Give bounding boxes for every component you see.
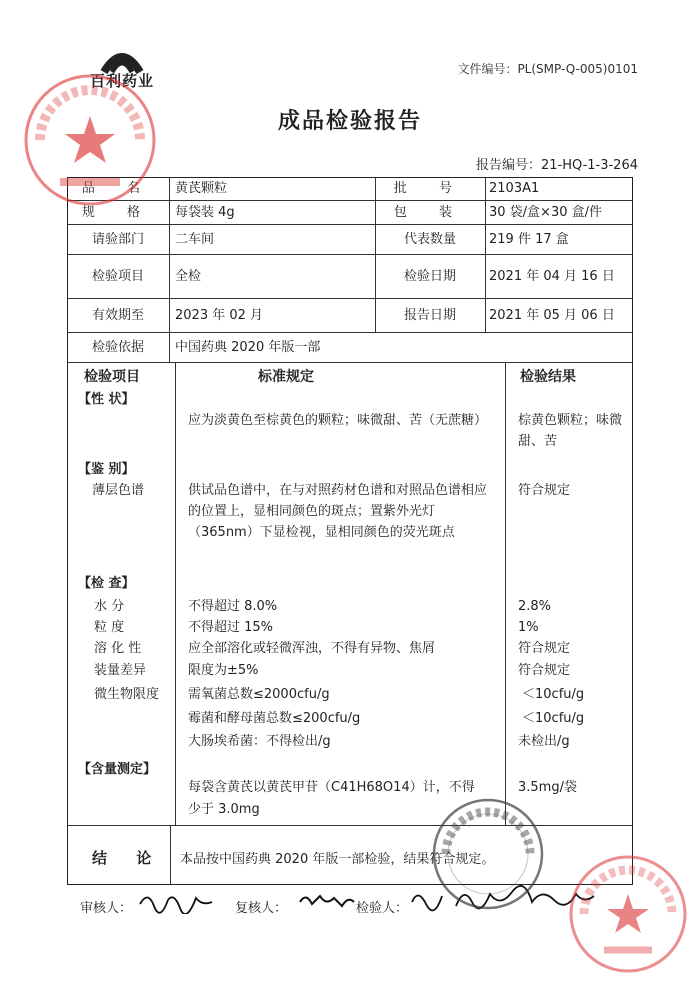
inspection-result: 1% [518, 620, 539, 635]
package-value: 30 袋/盒×30 盒/件 [489, 205, 603, 220]
logo-mark-icon [72, 40, 172, 74]
insp-date-label: 检验日期 [403, 269, 456, 284]
rechecker-signature [296, 888, 356, 914]
inspection-result: 2.8% [518, 599, 552, 614]
inspection-item: 水 分 [94, 599, 125, 614]
inspection-standard: 不得超过 8.0% [188, 599, 278, 614]
reviewer-signature [136, 886, 216, 914]
insp-date-value: 2021 年 04 月 16 日 [489, 269, 615, 284]
item-label: 检验项目 [91, 269, 144, 284]
character-result: 棕黄色颗粒；味微甜、苦 [518, 413, 623, 449]
identification-standard: 供试品色谱中，在与对照药材色谱和对照品色谱相应的位置上，显相同颜色的斑点；置紫外光灯（365nm）下显检视，显相同颜色的荧光斑点 [188, 483, 488, 540]
assay-standard-line1: 每袋含黄芪以黄芪甲苷（C41H68O14）计，不得 [188, 780, 475, 795]
inspection-result: 符合规定 [518, 663, 571, 678]
quality-dept-stamp-right [566, 852, 690, 976]
inspection-standard: 大肠埃希菌：不得检出/g [188, 734, 331, 749]
spec-value: 每袋装 4g [175, 205, 235, 220]
info-row-dept [67, 225, 633, 255]
report-date-label: 报告日期 [403, 308, 456, 323]
inspection-standard: 霉菌和酵母菌总数≤200cfu/g [188, 711, 361, 726]
inspection-item: 微生物限度 [94, 687, 160, 702]
info-row-item [67, 255, 633, 299]
expiry-value: 2023 年 02 月 [175, 308, 264, 323]
inspection-result: ＜10cfu/g [522, 711, 585, 726]
inspection-standard: 需氧菌总数≤2000cfu/g [188, 687, 330, 702]
batch-label: 批 号 [393, 181, 467, 196]
inspection-result: 符合规定 [518, 641, 571, 656]
qty-value: 219 件 17 盒 [489, 232, 569, 247]
grid-divider [485, 177, 486, 333]
expiry-label: 有效期至 [91, 308, 144, 323]
product-value: 黄芪颗粒 [175, 181, 228, 196]
conclusion-text: 本品按中国药典 2020 年版一部检验，结果符合规定。 [180, 852, 495, 867]
spec-label: 规 格 [81, 205, 155, 220]
inspection-item: 粒 度 [94, 620, 125, 635]
qty-label: 代表数量 [403, 232, 456, 247]
assay-standard-line2: 少于 3.0mg [188, 802, 260, 817]
basis-value: 中国药典 2020 年版一部 [175, 340, 321, 355]
character-standard: 应为淡黄色至棕黄色的颗粒；味微甜、苦（无蔗糖） [188, 413, 488, 428]
conclusion-divider [67, 825, 633, 826]
conclusion-label-divider [170, 825, 171, 885]
grid-divider [375, 177, 376, 333]
inspection-item: 溶 化 性 [94, 641, 142, 656]
section-inspection: 【检 查】 [78, 576, 135, 591]
document-number: 文件编号：PL(SMP-Q-005)0101 [457, 62, 638, 76]
company-stamp-middle [430, 796, 546, 912]
inspection-standard: 不得超过 15% [188, 620, 274, 635]
basis-label: 检验依据 [91, 340, 144, 355]
info-row-expiry [67, 299, 633, 333]
inspector-label: 检验人： [356, 901, 409, 916]
inspection-item: 装量差异 [94, 663, 147, 678]
assay-result: 3.5mg/袋 [518, 780, 577, 795]
rechecker-label: 复核人： [235, 901, 288, 916]
col-header-result: 检验结果 [520, 369, 576, 385]
report-date-value: 2021 年 05 月 06 日 [489, 308, 615, 323]
section-identification: 【鉴 别】 [78, 462, 135, 477]
body-divider-left [175, 363, 176, 825]
info-row-basis [67, 333, 633, 363]
inspection-result: 未检出/g [518, 734, 570, 749]
body-divider-right [505, 363, 506, 825]
section-assay: 【含量测定】 [78, 762, 157, 777]
item-value: 全检 [175, 269, 202, 284]
col-header-item: 检验项目 [84, 369, 140, 385]
product-label: 品 名 [81, 181, 155, 196]
dept-label: 请验部门 [91, 232, 144, 247]
identification-item: 薄层色谱 [92, 483, 145, 498]
inspection-standard: 应全部溶化或轻微浑浊，不得有异物、焦屑 [188, 641, 436, 656]
report-number: 报告编号：21-HQ-1-3-264 [475, 158, 638, 173]
inspection-standard: 限度为±5% [188, 663, 259, 678]
page-title: 成品检验报告 [277, 109, 422, 134]
inspection-result: ＜10cfu/g [522, 687, 585, 702]
quality-dept-stamp-left [20, 70, 160, 210]
conclusion-label: 结 论 [92, 849, 164, 867]
logo-text: 百利药业 [89, 72, 154, 90]
col-header-standard: 标准规定 [258, 369, 314, 385]
dept-value: 二车间 [175, 232, 215, 247]
batch-value: 2103A1 [489, 181, 540, 196]
grid-divider [169, 177, 170, 363]
reviewer-label: 审核人： [80, 901, 133, 916]
package-label: 包 装 [393, 205, 467, 220]
section-character: 【性 状】 [78, 392, 135, 407]
identification-result: 符合规定 [518, 483, 571, 498]
